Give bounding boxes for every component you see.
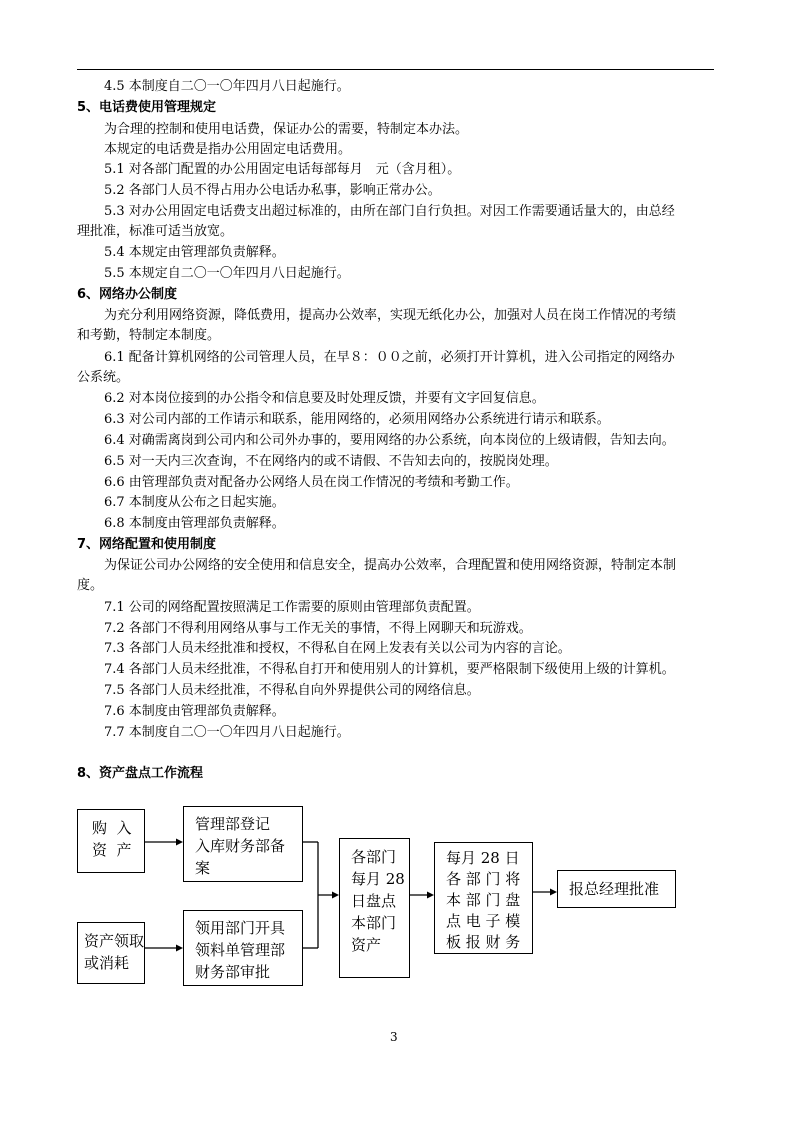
- flow-box-text: 日盘点: [351, 892, 397, 910]
- section-heading: 5、电话费使用管理规定: [77, 100, 217, 115]
- section-heading: 8、资产盘点工作流程: [77, 766, 204, 781]
- flow-box-text: 点 电 子 模: [446, 912, 521, 930]
- paragraph-line: 6.3 对公司内部的工作请示和联系，能用网络的，必须用网络办公系统进行请示和联系。: [104, 412, 610, 427]
- flow-box-text: 财务部审批: [195, 963, 271, 981]
- paragraph-line: 7.5 各部门人员未经批准，不得私自向外界提供公司的网络信息。: [104, 683, 480, 698]
- flow-box-report-finance: [434, 842, 533, 954]
- flow-box-text: 资产: [351, 936, 382, 954]
- paragraph-line: 6.5 对一天内三次查询，不在网络内的或不请假、不告知去向的，按脱岗处理。: [104, 454, 558, 469]
- flow-box-text: 本 部 门 盘: [446, 891, 521, 909]
- flow-box-monthly-inventory: [339, 838, 410, 978]
- flow-box-text: 每月 28: [351, 870, 405, 888]
- paragraph-line: 5.5 本规定自二〇一〇年四月八日起施行。: [104, 266, 350, 281]
- paragraph-line: 6.1 配备计算机网络的公司管理人员，在早８：００之前，必须打开计算机，进入公司指定的网络办: [104, 350, 675, 365]
- paragraph-line: 公系统。: [77, 370, 130, 385]
- paragraph-line: 和考勤，特制定本制度。: [77, 328, 221, 343]
- flow-box-text: 板 报 财 务: [446, 933, 521, 951]
- paragraph-line: 6.8 本制度由管理部负责解释。: [104, 516, 285, 531]
- paragraph-line: 6.4 对确需离岗到公司内和公司外办事的，要用网络的办公系统，向本岗位的上级请假，告知去向。: [104, 433, 675, 448]
- paragraph-line: 为合理的控制和使用电话费，保证办公的需要，特制定本办法。: [104, 122, 469, 137]
- flow-box-requisition: [77, 922, 145, 984]
- paragraph-line: 4.5 本制度自二〇一〇年四月八日起施行。: [104, 79, 350, 94]
- paragraph-line: 5.2 各部门人员不得占用办公电话办私事，影响正常办公。: [104, 183, 441, 198]
- section-heading: 6、网络办公制度: [77, 287, 178, 302]
- paragraph-line: 5.4 本规定由管理部负责解释。: [104, 245, 285, 260]
- paragraph-line: 5.1 对各部门配置的办公用固定电话每部每月 元（含月租）。: [104, 162, 461, 177]
- flow-box-text: 本部门: [351, 914, 397, 932]
- paragraph-line: 5.3 对办公用固定电话费支出超过标准的，由所在部门自行负担。对因工作需要通话量大的，由总经: [104, 204, 675, 219]
- flow-box-text: 购 入: [92, 819, 132, 837]
- paragraph-line: 6.2 对本岗位接到的办公指令和信息要及时处理反馈，并要有文字回复信息。: [104, 391, 545, 406]
- flow-box-text: 或消耗: [84, 954, 130, 972]
- flow-box-register: [183, 806, 303, 882]
- paragraph-line: 本规定的电话费是指办公用固定电话费用。: [104, 142, 352, 157]
- flow-box-issue-form: [183, 910, 303, 986]
- flow-box-text: 资 产: [92, 841, 132, 859]
- flow-box-text: 报总经理批准: [569, 880, 660, 898]
- paragraph-line: 理批准，标准可适当放宽。: [77, 224, 234, 239]
- header-rule: [77, 69, 714, 70]
- paragraph-line: 7.2 各部门不得利用网络从事与工作无关的事情，不得上网聊天和玩游戏。: [104, 621, 532, 636]
- paragraph-line: 7.4 各部门人员未经批准，不得私自打开和使用别人的计算机，要严格限制下级使用上级的计算机。: [104, 662, 675, 677]
- paragraph-line: 度。: [77, 578, 104, 593]
- flow-box-text: 资产领取: [84, 932, 145, 950]
- paragraph-line: 为充分利用网络资源，降低费用，提高办公效率，实现无纸化办公，加强对人员在岗工作情况的考绩: [104, 308, 677, 323]
- flow-box-text: 领用部门开具: [195, 919, 286, 937]
- paragraph-line: 6.6 由管理部负责对配备办公网络人员在岗工作情况的考绩和考勤工作。: [104, 475, 519, 490]
- flow-box-text: 各 部 门 将: [446, 870, 521, 888]
- flow-box-gm-approval: [557, 870, 676, 908]
- flow-box-text: 各部门: [351, 848, 397, 866]
- flow-box-text: 入库财务部备: [195, 837, 286, 855]
- paragraph-line: 6.7 本制度从公布之日起实施。: [104, 495, 285, 510]
- flow-box-text: 案: [195, 859, 211, 877]
- flow-box-buy-assets: [77, 809, 145, 873]
- paragraph-line: 7.7 本制度自二〇一〇年四月八日起施行。: [104, 725, 350, 740]
- paragraph-line: 为保证公司办公网络的安全使用和信息安全，提高办公效率，合理配置和使用网络资源，特制定本制: [104, 558, 677, 573]
- paragraph-line: 7.6 本制度由管理部负责解释。: [104, 704, 285, 719]
- flow-box-text: 每月 28 日: [446, 849, 520, 867]
- page-number: 3: [390, 1030, 398, 1044]
- paragraph-line: 7.3 各部门人员未经批准和授权，不得私自在网上发表有关以公司为内容的言论。: [104, 641, 571, 656]
- paragraph-line: 7.1 公司的网络配置按照满足工作需要的原则由管理部负责配置。: [104, 600, 480, 615]
- flow-box-text: 领料单管理部: [195, 941, 286, 959]
- section-heading: 7、网络配置和使用制度: [77, 537, 217, 552]
- flow-box-text: 管理部登记: [195, 815, 271, 833]
